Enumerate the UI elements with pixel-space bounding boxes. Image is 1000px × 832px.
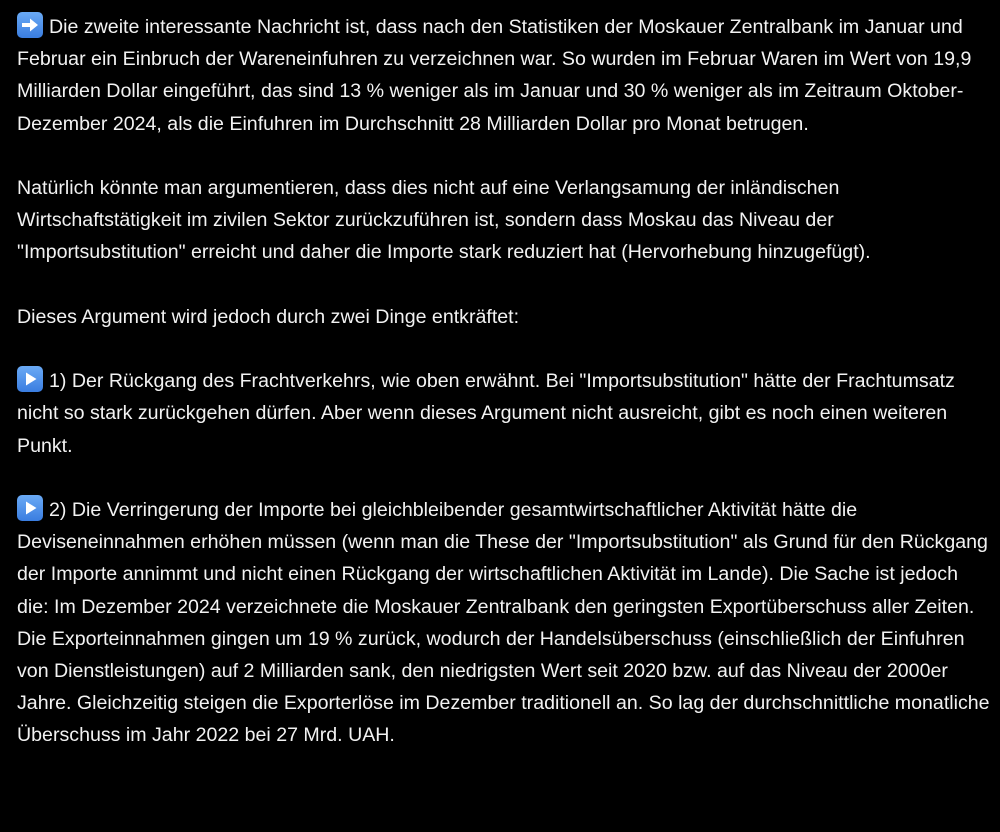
paragraph-2-text: Natürlich könnte man argumentieren, dass dies nicht auf eine Verlangsamung der inländischen Wirtschaftstätigkeit im zivilen Sektor zurückzuführen ist, sondern dass Moskau das Niveau der "Importsubstitution" erreicht und daher die Importe stark reduziert hat (Hervorhebung hinzugefügt).: [17, 177, 871, 264]
play-button-icon: [17, 366, 43, 392]
paragraph-3-text: Dieses Argument wird jedoch durch zwei Dinge entkräftet:: [17, 305, 520, 328]
paragraph-3: [17, 301, 992, 333]
paragraph-1: [17, 11, 992, 140]
paragraph-5-text: 2) Die Verringerung der Importe bei gleichbleibender gesamtwirtschaftlicher Aktivität hätte die Deviseneinnahmen erhöhen müssen (wenn man die These der "Importsubstitution" als Grund für den Rückgang der Importe annimmt und nicht einen Rückgang der wirtschaftlichen Aktivität im Lande). Die Sache ist jedoch die: Im Dezember 2024 verzeichnete die Moskauer Zentralbank den geringsten Exportüberschuss aller Zeiten. Die Exporteinnahmen gingen um 19 % zurück, wodurch der Handelsüberschuss (einschließlich der Einfuhren von Dienstleistungen) auf 2 Milliarden sank, den niedrigsten Wert seit 2020 bzw. auf das Niveau der 2000er Jahre. Gleichzeitig steigen die Exporterlöse im Dezember traditionell an. So lag der durchschnittliche monatliche Überschuss im Jahr 2022 bei 27 Mrd. UAH.: [17, 498, 990, 747]
paragraph-4-text: 1) Der Rückgang des Frachtverkehrs, wie oben erwähnt. Bei "Importsubstitution" hätte der Frachtumsatz nicht so stark zurückgehen dürfen. Aber wenn dieses Argument nicht ausreicht, gibt es noch einen weiteren Punkt.: [17, 370, 955, 457]
paragraph-4: [17, 365, 992, 462]
paragraph-2: [17, 172, 992, 269]
right-arrow-icon: [17, 12, 43, 38]
play-button-icon: [17, 495, 43, 521]
paragraph-5: [17, 494, 992, 752]
message-body: [17, 11, 992, 752]
paragraph-1-text: Die zweite interessante Nachricht ist, dass nach den Statistiken der Moskauer Zentralbank im Januar und Februar ein Einbruch der Wareneinfuhren zu verzeichnen war. So wurden im Februar Waren im Wert von 19,9 Milliarden Dollar eingeführt, das sind 13 % weniger als im Januar und 30 % weniger als im Zeitraum Oktober-Dezember 2024, als die Einfuhren im Durchschnitt 28 Milliarden Dollar pro Monat betrugen.: [17, 16, 972, 135]
